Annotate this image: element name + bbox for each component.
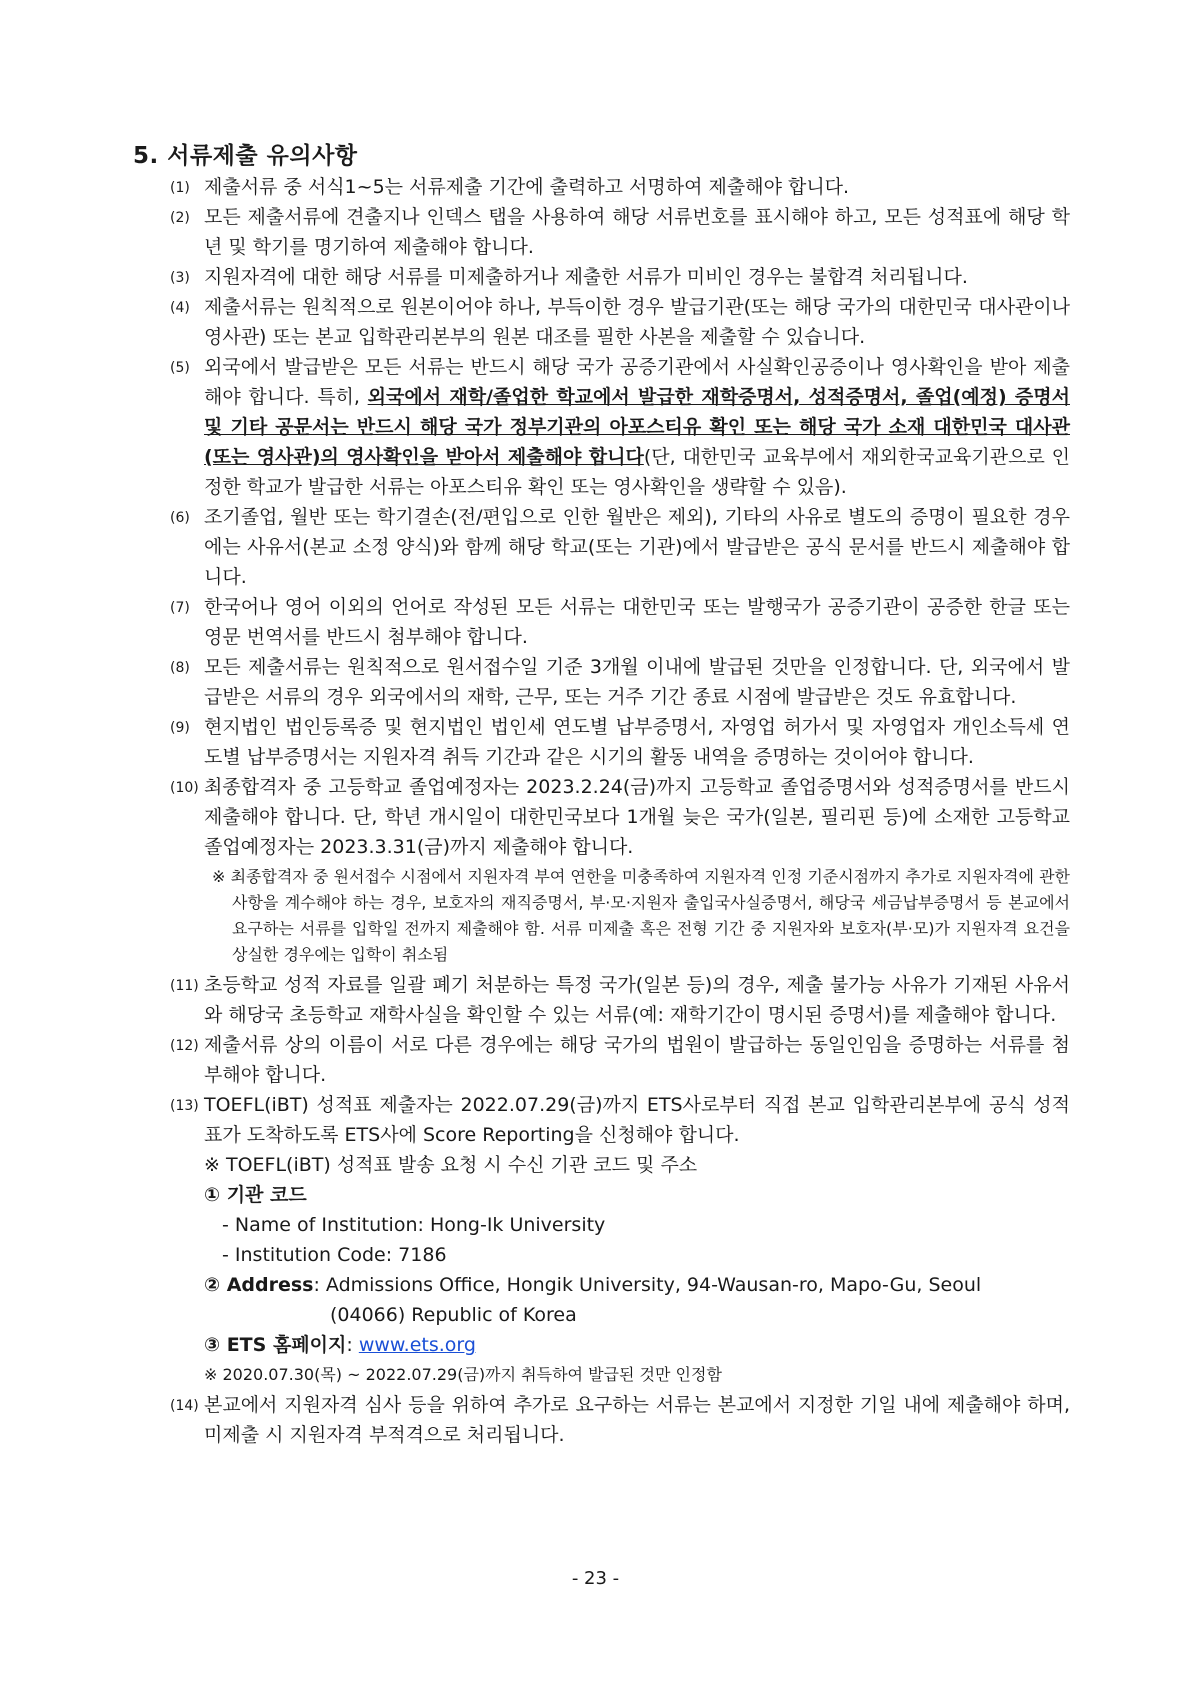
item-number: (7) [170,600,190,616]
item-number: (10) [170,780,199,796]
list-item [170,262,1070,292]
item-text: (단, 대한민국 교육부에서 재외한국교육기관으로 인정한 학교가 발급한 서류는 아포스티유 확인 또는 영사확인을 생략할 수 있음). [204,446,1070,498]
item-number: (5) [170,360,190,376]
list-item [170,352,1070,502]
list-item [170,1030,1070,1090]
item-text: 현지법인 법인등록증 및 현지법인 법인세 연도별 납부증명서, 자영업 허가서 및 자영업자 개인소득세 연도별 납부증명서는 지원자격 취득 기간과 같은 시기의 활동 내역을 증명하는 것이어야 합니다. [204,716,1070,768]
item-number: (2) [170,210,190,226]
address-text: : Admissions Office, Hongik University, 94-Wausan-ro, Mapo-Gu, Seoul [313,1274,982,1296]
item-number: (8) [170,660,190,676]
item-text: 제출서류 중 서식1~5는 서류제출 기간에 출력하고 서명하여 제출해야 합니다. [204,176,850,198]
list-item [170,592,1070,652]
item-number: (14) [170,1398,199,1414]
institution-code: - Institution Code: 7186 [222,1244,447,1266]
list-item [170,652,1070,712]
section-heading: 5. 서류제출 유의사항 [133,143,358,169]
graduate-note: ※ 최종합격자 중 원서접수 시점에서 지원자격 부여 연한을 미충족하여 지원자격 인정 기준시점까지 추가로 지원자격에 관한 사항을 계수해야 하는 경우, 보호자의 재직증명서, 부·모·지원자 출입국사실증명서, 해당국 세금납부증명서 등 본교에서 요구하는 서류를 입학일 전까지 제출해야 함. 서류 미제출 혹은 전형 기간 중 지원자와 보호자(부·모)가 지원자격 요건을 상실한 경우에는 입학이 취소됨 [212,867,1070,964]
list-item [170,772,1070,862]
item-text: 한국어나 영어 이외의 언어로 작성된 모든 서류는 대한민국 또는 발행국가 공증기관이 공증한 한글 또는 영문 번역서를 반드시 첨부해야 합니다. [204,596,1070,648]
ets-separator: : [346,1334,359,1356]
item-text: 제출서류 상의 이름이 서로 다른 경우에는 해당 국가의 법원이 발급하는 동일인임을 증명하는 서류를 첨부해야 합니다. [204,1034,1070,1086]
list-item [170,292,1070,352]
item-text: 조기졸업, 월반 또는 학기결손(전/편입으로 인한 월반은 제외), 기타의 사유로 별도의 증명이 필요한 경우에는 사유서(본교 소정 양식)와 함께 해당 학교(또는 기관)에서 발급받은 공식 문서를 반드시 제출해야 합니다. [204,506,1070,588]
item-number: (4) [170,300,190,316]
address-label: ② Address [204,1274,314,1296]
item-text: 초등학교 성적 자료를 일괄 폐기 처분하는 특정 국가(일본 등)의 경우, 제출 불가능 사유가 기재된 사유서와 해당국 초등학교 재학사실을 확인할 수 있는 서류(예: 재학기간이 명시된 증명서)를 제출해야 합니다. [204,974,1070,1026]
item-text: 본교에서 지원자격 심사 등을 위하여 추가로 요구하는 서류는 본교에서 지정한 기일 내에 제출해야 하며, 미제출 시 지원자격 부적격으로 처리됩니다. [204,1394,1070,1446]
item-number: (6) [170,510,190,526]
item-number: (9) [170,720,190,736]
item-text: 모든 제출서류는 원칙적으로 원서접수일 기준 3개월 이내에 발급된 것만을 인정합니다. 단, 외국에서 발급받은 서류의 경우 외국에서의 재학, 근무, 또는 거주 기간 종료 시점에 발급받은 것도 유효합니다. [204,656,1070,708]
ets-label: ③ ETS 홈페이지 [204,1334,347,1356]
item-number: (1) [170,180,190,196]
item-text: 최종합격자 중 고등학교 졸업예정자는 2023.2.24(금)까지 고등학교 졸업증명서와 성적증명서를 반드시 제출해야 합니다. 단, 학년 개시일이 대한민국보다 1개월 늦은 국가(일본, 필리핀 등)에 소재한 고등학교 졸업예정자는 2023.3.31(금)까지 제출해야 합니다. [204,776,1070,858]
list-item [170,1090,1070,1390]
address-line [204,1270,1070,1300]
item-number: (13) [170,1098,199,1114]
list-item [170,712,1070,772]
ets-link[interactable]: www.ets.org [358,1334,476,1356]
list-item [170,1390,1070,1450]
validity-note: ※ 2020.07.30(목) ~ 2022.07.29(금)까지 취득하여 발급된 것만 인정함 [204,1365,722,1384]
item-text: 외국에서 발급받은 모든 서류는 반드시 해당 국가 공증기관에서 사실확인공증이나 영사확인을 받아 제출해야 합니다. 특히, [204,356,1070,408]
notice-list [170,172,1070,1450]
toefl-note: ※ TOEFL(iBT) 성적표 발송 요청 시 수신 기관 코드 및 주소 [204,1154,698,1176]
page-number: - 23 - [571,1568,620,1589]
institution-name: - Name of Institution: Hong-Ik University [222,1214,606,1236]
item-number: (12) [170,1038,199,1054]
emphasized-text: 외국에서 재학/졸업한 학교에서 발급한 재학증명서, 성적증명서, 졸업(예정) 증명서 및 기타 공문서는 반드시 해당 국가 정부기관의 아포스티유 확인 또는 해당 국가 소재 대한민국 대사관(또는 영사관)의 영사확인을 받아서 제출해야 합니다 [204,386,1070,468]
item-text: 모든 제출서류에 견출지나 인덱스 탭을 사용하여 해당 서류번호를 표시해야 하고, 모든 성적표에 해당 학년 및 학기를 명기하여 제출해야 합니다. [204,206,1070,258]
address-continuation: (04066) Republic of Korea [330,1304,577,1326]
list-item [170,172,1070,202]
list-item [170,970,1070,1030]
item-number: (3) [170,270,190,286]
item-text: TOEFL(iBT) 성적표 제출자는 2022.07.29(금)까지 ETS사로부터 직접 본교 입학관리본부에 공식 성적표가 도착하도록 ETS사에 Score Reporting을 신청해야 합니다. [204,1094,1070,1146]
ets-line [204,1330,1070,1360]
item-text: 지원자격에 대한 해당 서류를 미제출하거나 제출한 서류가 미비인 경우는 불합격 처리됩니다. [204,266,968,288]
institution-code-label: ① 기관 코드 [204,1184,307,1206]
list-item [170,202,1070,262]
item-number: (11) [170,978,199,994]
item-text: 제출서류는 원칙적으로 원본이어야 하나, 부득이한 경우 발급기관(또는 해당 국가의 대한민국 대사관이나 영사관) 또는 본교 입학관리본부의 원본 대조를 필한 사본을 제출할 수 있습니다. [204,296,1070,348]
list-item [170,502,1070,592]
